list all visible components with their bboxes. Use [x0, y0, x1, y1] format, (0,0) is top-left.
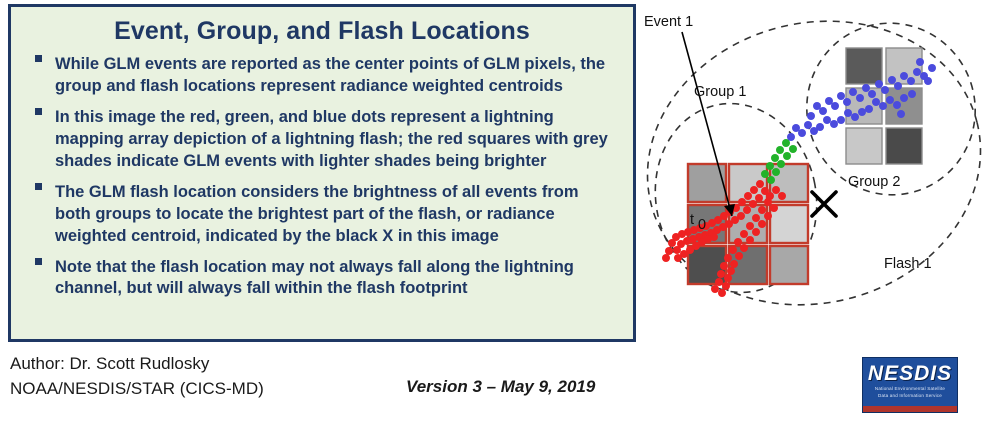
- flash-location-marker: [812, 192, 836, 216]
- logo-subtitle-line1: National Environmental Satellite: [874, 386, 946, 391]
- bullet-text: Note that the flash location may not always fall along the lightning channel, but will always fall within the flash footprint: [55, 257, 574, 298]
- bullet-marker-icon: [35, 55, 42, 62]
- bullet-text: While GLM events are reported as the center points of GLM pixels, the group and flash locations represent radiance weighted centroids: [55, 55, 606, 95]
- footer: [10, 352, 650, 401]
- bullet-marker-icon: [35, 258, 42, 265]
- bullet-marker-icon: [35, 108, 42, 115]
- nesdis-logo: [862, 357, 958, 413]
- logo-subtitle-line2: Data and Information Service: [878, 392, 942, 398]
- bullet-text: In this image the red, green, and blue dots represent a lightning mapping array depiction of a lightning flash; the red squares with grey shades indicate GLM events with lighter shades being brighter: [55, 107, 608, 170]
- group2-label: Group 2: [848, 174, 901, 190]
- logo-stripe: [863, 406, 957, 412]
- logo-wordmark: NESDIS: [867, 362, 953, 385]
- list-item: [33, 54, 615, 98]
- list-item: [33, 182, 615, 248]
- bullet-text: The GLM flash location considers the brightness of all events from both groups to locate the brightest part of the flash, or radiance weighted centroid, indicated by the black X in this image: [55, 182, 579, 245]
- affiliation-line: NOAA/NESDIS/STAR (CICS-MD): [10, 378, 264, 398]
- list-item: [33, 257, 615, 301]
- flash1-label: Flash 1: [884, 256, 932, 272]
- bullet-list: [11, 54, 633, 300]
- content-panel: [8, 4, 636, 342]
- t0-label: t: [690, 212, 695, 228]
- event1-label: Event 1: [644, 14, 694, 30]
- group1-label: Group 1: [694, 84, 747, 100]
- author-line: Author: Dr. Scott Rudlosky: [10, 354, 210, 373]
- t0-subscript: 0: [698, 217, 707, 233]
- bullet-marker-icon: [35, 183, 42, 190]
- page-title: Event, Group, and Flash Locations: [114, 17, 530, 45]
- version-label: Version 3 – May 9, 2019: [406, 377, 596, 396]
- glm-lightning-diagram: [636, 6, 994, 336]
- list-item: [33, 107, 615, 173]
